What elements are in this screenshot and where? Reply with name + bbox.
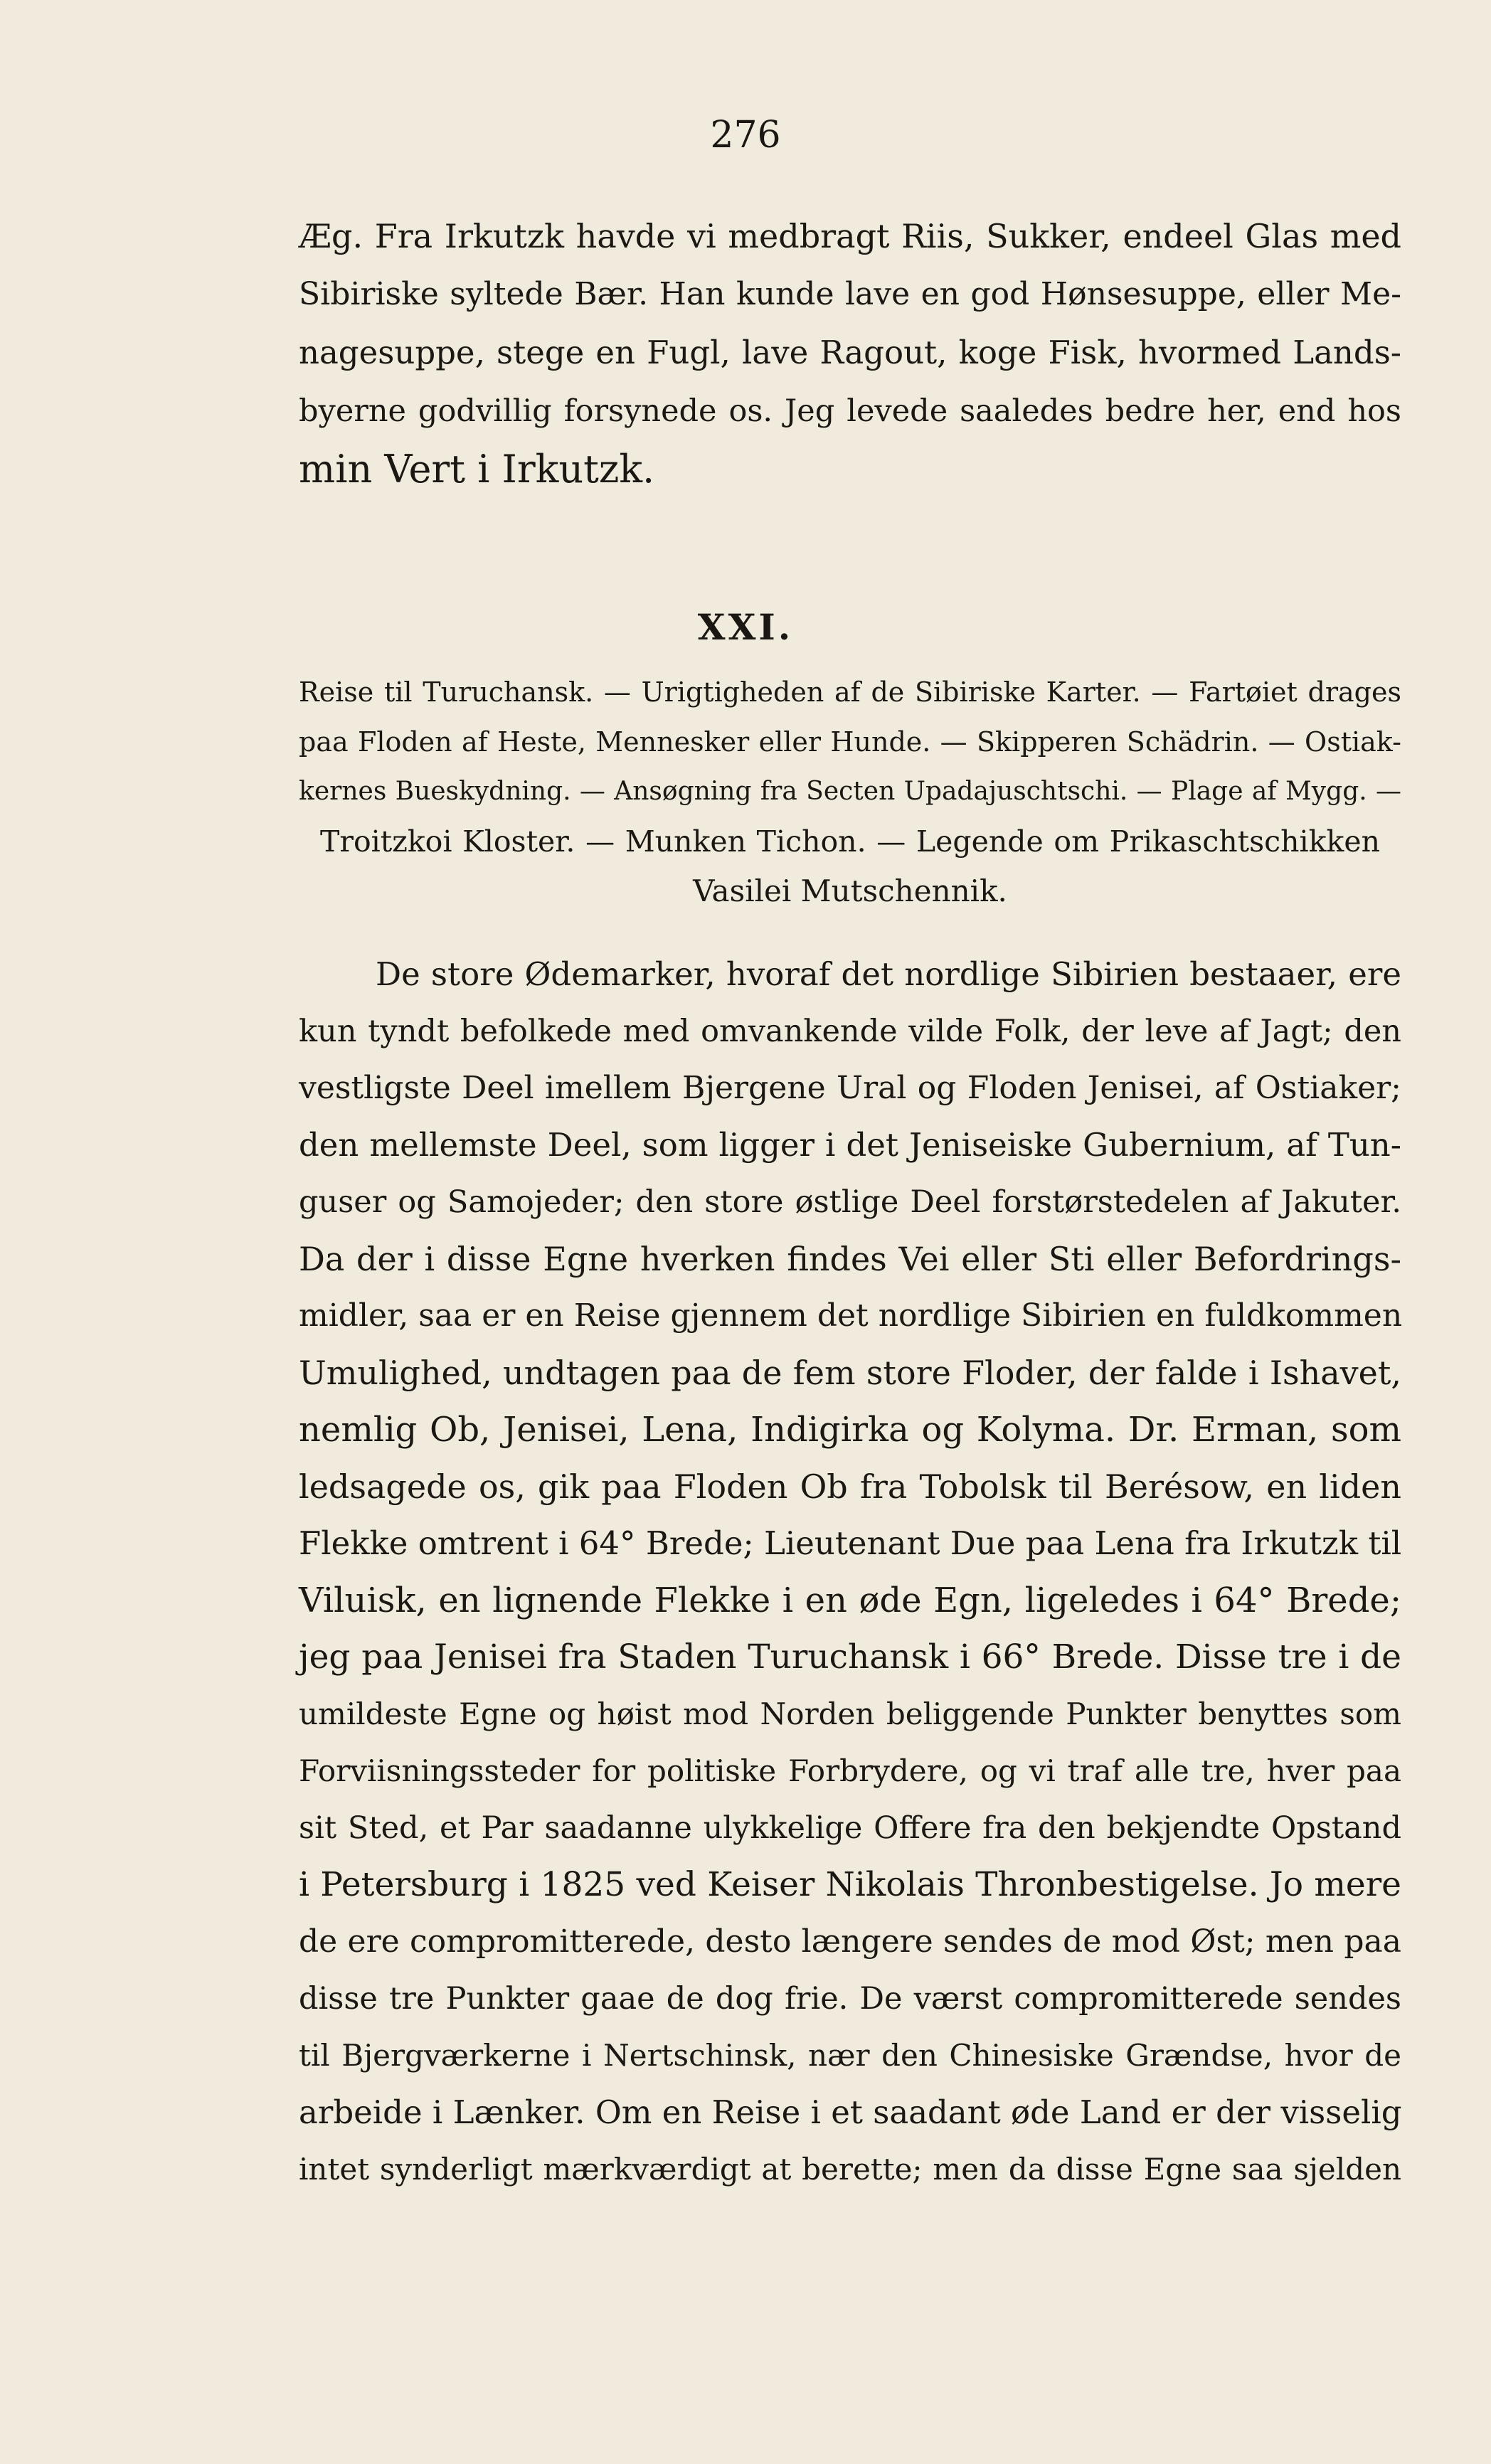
chapter-summary-line: Vasilei Mutschennik. <box>693 873 1007 908</box>
text-line: vestligste Deel imellem Bjergene Ural og Floden Jenisei, af Ostiaker; <box>299 1070 1401 1106</box>
text-line: den mellemste Deel, som ligger i det Jeniseiske Gubernium, af Tun- <box>299 1126 1401 1164</box>
chapter-summary-line: Troitzkoi Kloster. — Munken Tichon. — Legende om Prikaschtschikken <box>320 824 1380 859</box>
text-line: Æg. Fra Irkutzk havde vi medbragt Riis, Sukker, endeel Glas med <box>299 217 1401 255</box>
text-line: nagesuppe, stege en Fugl, lave Ragout, koge Fisk, hvormed Lands- <box>299 334 1401 371</box>
text-line: kun tyndt befolkede med omvankende vilde Folk, der leve af Jagt; den <box>299 1014 1401 1049</box>
text-line: Forviisningssteder for politiske Forbrydere, og vi traf alle tre, hver paa <box>299 1753 1401 1788</box>
text-line: Sibiriske syltede Bær. Han kunde lave en god Hønsesuppe, eller Me- <box>299 276 1401 312</box>
text-line: i Petersburg i 1825 ved Keiser Nikolais Thronbestigelse. Jo mere <box>299 1865 1401 1904</box>
text-line: jeg paa Jenisei fra Staden Turuchansk i 66° Brede. Disse tre i de <box>299 1637 1401 1677</box>
page-number: 276 <box>710 114 781 156</box>
chapter-summary-line: Reise til Turuchansk. — Urigtigheden af de Sibiriske Karter. — Fartøiet drages <box>299 676 1401 708</box>
text-line: min Vert i Irkutzk. <box>299 447 655 492</box>
text-line: Flekke omtrent i 64° Brede; Lieutenant Due paa Lena fra Irkutzk til <box>299 1524 1402 1562</box>
text-line: de ere compromitterede, desto længere sendes de mod Øst; men paa <box>299 1923 1401 1960</box>
text-line: Umulighed, undtagen paa de fem store Floder, der falde i Ishavet, <box>299 1354 1401 1392</box>
chapter-number: XXI. <box>697 606 794 648</box>
text-line: sit Sted, et Par saadanne ulykkelige Offere fra den bekjendte Opstand <box>299 1810 1401 1846</box>
text-line: Viluisk, en lignende Flekke i en øde Egn, ligeledes i 64° Brede; <box>299 1581 1401 1620</box>
text-line: ledsagede os, gik paa Floden Ob fra Tobolsk til Berésow, en liden <box>299 1467 1401 1506</box>
text-line: umildeste Egne og høist mod Norden beliggende Punkter benyttes som <box>299 1696 1401 1731</box>
text-line: intet synderligt mærkværdigt at berette; men da disse Egne saa sjelden <box>299 2152 1401 2187</box>
text-line: guser og Samojeder; den store østlige Deel forstørstedelen af Jakuter. <box>299 1184 1401 1220</box>
text-line: nemlig Ob, Jenisei, Lena, Indigirka og Kolyma. Dr. Erman, som <box>299 1410 1401 1450</box>
text-line: arbeide i Lænker. Om en Reise i et saadant øde Land er der visselig <box>299 2093 1402 2131</box>
text-line: midler, saa er en Reise gjennem det nordlige Sibirien en fuldkommen <box>299 1297 1403 1334</box>
text-line: til Bjergværkerne i Nertschinsk, nær den Chinesiske Grændse, hvor de <box>299 2038 1401 2073</box>
chapter-summary-line: paa Floden af Heste, Mennesker eller Hunde. — Skipperen Schädrin. — Ostiak- <box>299 726 1401 758</box>
text-line: byerne godvillig forsynede os. Jeg levede saaledes bedre her, end hos <box>299 393 1401 429</box>
text-line: De store Ødemarker, hvoraf det nordlige Sibirien bestaaer, ere <box>376 955 1401 993</box>
text-line: disse tre Punkter gaae de dog frie. De værst compromitterede sendes <box>299 1981 1401 2017</box>
chapter-summary-line: kernes Bueskydning. — Ansøgning fra Secten Upadajuschtschi. — Plage af Mygg. — <box>299 777 1401 806</box>
text-line: Da der i disse Egne hverken findes Vei eller Sti eller Befordrings- <box>299 1240 1401 1278</box>
